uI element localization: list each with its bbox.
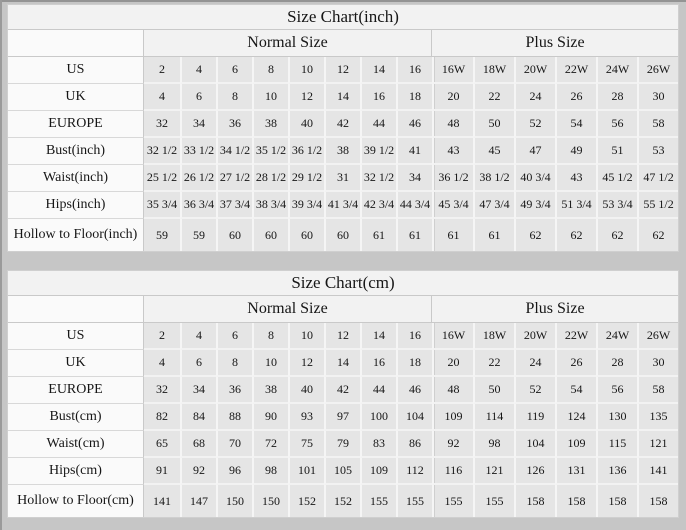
group-header-normal-size: Normal Size (144, 296, 432, 323)
size-cell: 158 (637, 485, 678, 517)
size-cell: 32 1/2 (360, 165, 396, 192)
size-cell: 155 (473, 485, 514, 517)
size-cell: 48 (432, 377, 473, 404)
row-label: Waist(inch) (8, 165, 144, 192)
size-cell: 135 (637, 404, 678, 431)
row-label: UK (8, 84, 144, 111)
size-cell: 44 (360, 111, 396, 138)
size-cell: 72 (252, 431, 288, 458)
size-cell: 26W (637, 323, 678, 350)
row-label: EUROPE (8, 111, 144, 138)
size-cell: 42 3/4 (360, 192, 396, 219)
size-cell: 12 (324, 57, 360, 84)
group-header-plus-size: Plus Size (432, 30, 678, 57)
size-cell: 60 (252, 219, 288, 251)
size-cell: 38 (324, 138, 360, 165)
row-label: Hips(inch) (8, 192, 144, 219)
size-cell: 12 (324, 323, 360, 350)
table-separator (7, 252, 679, 270)
size-cell: 116 (432, 458, 473, 485)
table-title-row (8, 271, 678, 296)
size-cell: 51 3/4 (555, 192, 596, 219)
size-cell: 16 (396, 57, 432, 84)
size-cell: 37 3/4 (216, 192, 252, 219)
size-cell: 56 (596, 377, 637, 404)
size-cell: 88 (216, 404, 252, 431)
size-cell: 38 (252, 111, 288, 138)
table-row (8, 431, 678, 458)
size-cell: 16W (432, 323, 473, 350)
size-cell: 46 (396, 111, 432, 138)
size-cell: 16 (360, 350, 396, 377)
size-cell: 121 (637, 431, 678, 458)
size-cell: 52 (514, 111, 555, 138)
size-cell: 155 (396, 485, 432, 517)
size-cell: 41 (396, 138, 432, 165)
size-cell: 53 (637, 138, 678, 165)
size-cell: 14 (324, 84, 360, 111)
size-cell: 61 (473, 219, 514, 251)
size-cell: 112 (396, 458, 432, 485)
size-cell: 152 (324, 485, 360, 517)
size-cell: 10 (288, 57, 324, 84)
size-cell: 10 (252, 84, 288, 111)
size-cell: 8 (252, 57, 288, 84)
table-row (8, 323, 678, 350)
size-cell: 136 (596, 458, 637, 485)
size-cell: 158 (596, 485, 637, 517)
size-cell: 8 (252, 323, 288, 350)
corner-spacer (8, 296, 144, 323)
size-cell: 100 (360, 404, 396, 431)
row-label: Hollow to Floor(cm) (8, 485, 144, 517)
size-cell: 36 (216, 377, 252, 404)
table-row (8, 138, 678, 165)
size-cell: 109 (555, 431, 596, 458)
group-header-normal-size: Normal Size (144, 30, 432, 57)
row-label: Waist(cm) (8, 431, 144, 458)
size-cell: 54 (555, 111, 596, 138)
size-cell: 36 3/4 (180, 192, 216, 219)
size-cell: 24 (514, 350, 555, 377)
size-cell: 126 (514, 458, 555, 485)
size-cell: 20 (432, 350, 473, 377)
size-cell: 36 1/2 (288, 138, 324, 165)
size-cell: 6 (180, 84, 216, 111)
size-cell: 121 (473, 458, 514, 485)
size-cell: 45 (473, 138, 514, 165)
size-cell: 18 (396, 84, 432, 111)
size-cell: 34 1/2 (216, 138, 252, 165)
size-cell: 16 (396, 323, 432, 350)
size-cell: 33 1/2 (180, 138, 216, 165)
size-cell: 158 (555, 485, 596, 517)
size-cell: 61 (396, 219, 432, 251)
size-cell: 43 (555, 165, 596, 192)
table-row (8, 219, 678, 251)
size-cell: 32 (144, 111, 180, 138)
size-cell: 56 (596, 111, 637, 138)
size-cell: 42 (324, 111, 360, 138)
size-cell: 124 (555, 404, 596, 431)
size-cell: 97 (324, 404, 360, 431)
size-cell: 28 (596, 84, 637, 111)
size-cell: 65 (144, 431, 180, 458)
size-cell: 47 1/2 (637, 165, 678, 192)
size-cell: 104 (396, 404, 432, 431)
size-cell: 29 1/2 (288, 165, 324, 192)
table-row (8, 111, 678, 138)
size-cell: 90 (252, 404, 288, 431)
size-cell: 152 (288, 485, 324, 517)
size-cell: 16W (432, 57, 473, 84)
size-cell: 32 1/2 (144, 138, 180, 165)
size-cell: 26W (637, 57, 678, 84)
size-cell: 52 (514, 377, 555, 404)
corner-spacer (8, 30, 144, 57)
size-cell: 150 (216, 485, 252, 517)
size-cell: 92 (180, 458, 216, 485)
size-cell: 22W (555, 323, 596, 350)
size-cell: 40 (288, 377, 324, 404)
size-cell: 109 (360, 458, 396, 485)
size-cell: 36 1/2 (432, 165, 473, 192)
size-cell: 6 (216, 323, 252, 350)
size-cell: 61 (432, 219, 473, 251)
size-cell: 141 (144, 485, 180, 517)
size-cell: 31 (324, 165, 360, 192)
size-cell: 68 (180, 431, 216, 458)
size-cell: 43 (432, 138, 473, 165)
size-cell: 10 (252, 350, 288, 377)
size-cell: 147 (180, 485, 216, 517)
table-row (8, 458, 678, 485)
size-cell: 59 (180, 219, 216, 251)
size-cell: 40 3/4 (514, 165, 555, 192)
size-cell: 70 (216, 431, 252, 458)
row-label: UK (8, 350, 144, 377)
table-title: Size Chart(inch) (8, 5, 678, 30)
window-left-edge (0, 0, 2, 530)
size-cell: 26 (555, 84, 596, 111)
size-cell: 92 (432, 431, 473, 458)
size-cell: 26 (555, 350, 596, 377)
size-chart-inch-table (7, 4, 679, 252)
size-cell: 8 (216, 84, 252, 111)
table-title-row (8, 5, 678, 30)
size-chart-cm-table (7, 270, 679, 518)
table-row (8, 165, 678, 192)
size-cell: 98 (473, 431, 514, 458)
size-cell: 45 1/2 (596, 165, 637, 192)
size-cell: 34 (180, 377, 216, 404)
size-cell: 96 (216, 458, 252, 485)
size-cell: 98 (252, 458, 288, 485)
size-cell: 55 1/2 (637, 192, 678, 219)
size-cell: 83 (360, 431, 396, 458)
table-row (8, 84, 678, 111)
size-cell: 25 1/2 (144, 165, 180, 192)
size-cell: 39 3/4 (288, 192, 324, 219)
size-cell: 84 (180, 404, 216, 431)
size-cell: 26 1/2 (180, 165, 216, 192)
size-cell: 28 (596, 350, 637, 377)
size-cell: 24W (596, 57, 637, 84)
size-cell: 51 (596, 138, 637, 165)
size-cell: 47 3/4 (473, 192, 514, 219)
table-title: Size Chart(cm) (8, 271, 678, 296)
size-cell: 54 (555, 377, 596, 404)
size-cell: 44 (360, 377, 396, 404)
size-cell: 91 (144, 458, 180, 485)
size-cell: 35 3/4 (144, 192, 180, 219)
size-cell: 53 3/4 (596, 192, 637, 219)
size-cell: 60 (324, 219, 360, 251)
size-cell: 114 (473, 404, 514, 431)
size-cell: 39 1/2 (360, 138, 396, 165)
size-cell: 104 (514, 431, 555, 458)
size-cell: 22 (473, 350, 514, 377)
size-cell: 62 (514, 219, 555, 251)
table-row (8, 57, 678, 84)
size-cell: 18 (396, 350, 432, 377)
size-cell: 105 (324, 458, 360, 485)
size-cell: 4 (144, 350, 180, 377)
size-cell: 45 3/4 (432, 192, 473, 219)
group-header-plus-size: Plus Size (432, 296, 678, 323)
size-cell: 58 (637, 111, 678, 138)
row-label: Bust(cm) (8, 404, 144, 431)
table-row (8, 377, 678, 404)
size-cell: 62 (555, 219, 596, 251)
size-cell: 36 (216, 111, 252, 138)
size-cell: 8 (216, 350, 252, 377)
size-cell: 22 (473, 84, 514, 111)
row-label: US (8, 57, 144, 84)
size-cell: 49 (555, 138, 596, 165)
size-cell: 61 (360, 219, 396, 251)
size-cell: 16 (360, 84, 396, 111)
size-cell: 14 (324, 350, 360, 377)
size-cell: 35 1/2 (252, 138, 288, 165)
size-cell: 38 1/2 (473, 165, 514, 192)
size-cell: 93 (288, 404, 324, 431)
table-row (8, 192, 678, 219)
size-cell: 86 (396, 431, 432, 458)
size-cell: 119 (514, 404, 555, 431)
size-cell: 82 (144, 404, 180, 431)
size-cell: 14 (360, 57, 396, 84)
size-cell: 59 (144, 219, 180, 251)
size-cell: 115 (596, 431, 637, 458)
size-cell: 2 (144, 57, 180, 84)
row-label: Hollow to Floor(inch) (8, 219, 144, 251)
size-cell: 30 (637, 84, 678, 111)
size-cell: 20 (432, 84, 473, 111)
size-cell: 30 (637, 350, 678, 377)
size-cell: 50 (473, 377, 514, 404)
size-cell: 38 (252, 377, 288, 404)
table-row (8, 404, 678, 431)
size-cell: 4 (180, 323, 216, 350)
column-group-header-row (8, 30, 678, 57)
size-rows-inch (8, 57, 678, 251)
size-cell: 130 (596, 404, 637, 431)
size-cell: 34 (180, 111, 216, 138)
size-cell: 50 (473, 111, 514, 138)
size-cell: 28 1/2 (252, 165, 288, 192)
size-cell: 150 (252, 485, 288, 517)
size-cell: 47 (514, 138, 555, 165)
size-cell: 24 (514, 84, 555, 111)
size-cell: 12 (288, 350, 324, 377)
size-cell: 44 3/4 (396, 192, 432, 219)
size-cell: 109 (432, 404, 473, 431)
size-cell: 155 (360, 485, 396, 517)
size-cell: 24W (596, 323, 637, 350)
size-cell: 6 (216, 57, 252, 84)
row-label: Hips(cm) (8, 458, 144, 485)
size-cell: 62 (596, 219, 637, 251)
size-cell: 12 (288, 84, 324, 111)
size-cell: 10 (288, 323, 324, 350)
size-cell: 158 (514, 485, 555, 517)
size-cell: 20W (514, 57, 555, 84)
size-cell: 49 3/4 (514, 192, 555, 219)
size-cell: 6 (180, 350, 216, 377)
window-top-edge (0, 0, 686, 2)
size-cell: 58 (637, 377, 678, 404)
size-cell: 41 3/4 (324, 192, 360, 219)
size-cell: 79 (324, 431, 360, 458)
size-cell: 75 (288, 431, 324, 458)
size-cell: 27 1/2 (216, 165, 252, 192)
size-cell: 22W (555, 57, 596, 84)
row-label: US (8, 323, 144, 350)
row-label: Bust(inch) (8, 138, 144, 165)
table-row (8, 485, 678, 517)
size-cell: 18W (473, 323, 514, 350)
size-cell: 14 (360, 323, 396, 350)
row-label: EUROPE (8, 377, 144, 404)
size-cell: 4 (144, 84, 180, 111)
size-cell: 20W (514, 323, 555, 350)
size-cell: 18W (473, 57, 514, 84)
size-cell: 155 (432, 485, 473, 517)
size-cell: 4 (180, 57, 216, 84)
size-cell: 32 (144, 377, 180, 404)
size-cell: 101 (288, 458, 324, 485)
size-cell: 2 (144, 323, 180, 350)
size-cell: 141 (637, 458, 678, 485)
size-cell: 48 (432, 111, 473, 138)
column-group-header-row (8, 296, 678, 323)
size-cell: 131 (555, 458, 596, 485)
size-cell: 60 (288, 219, 324, 251)
size-cell: 42 (324, 377, 360, 404)
size-cell: 38 3/4 (252, 192, 288, 219)
size-cell: 60 (216, 219, 252, 251)
size-cell: 62 (637, 219, 678, 251)
size-cell: 34 (396, 165, 432, 192)
size-rows-cm (8, 323, 678, 517)
table-row (8, 350, 678, 377)
size-cell: 46 (396, 377, 432, 404)
size-cell: 40 (288, 111, 324, 138)
